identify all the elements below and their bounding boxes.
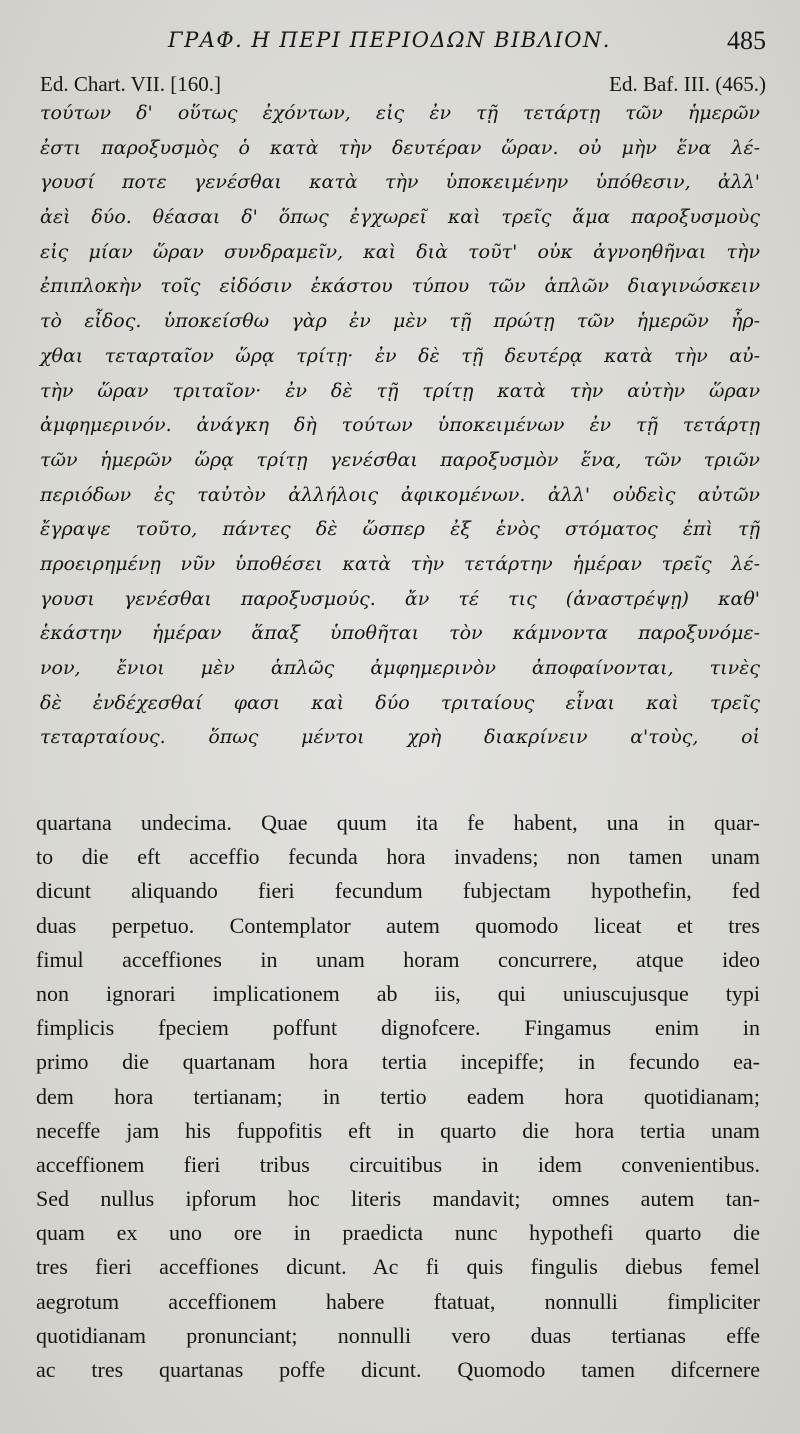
greek-line: τὸ εἶδος. ὑποκείσθω γὰρ ἐν μὲν τῇ πρώτῃ τῶν ἡμερῶν ἦρ- — [40, 310, 760, 333]
greek-line: τούτων δ' οὕτως ἐχόντων, εἰς ἐν τῇ τετάρτῃ τῶν ἡμερῶν — [40, 102, 760, 124]
latin-line: non ignorari implicationem ab iis, qui uniuscujusque typi — [36, 980, 760, 1006]
latin-line: acceffionem fieri tribus circuitibus in idem convenientibus. — [36, 1151, 760, 1177]
latin-line: fimul acceffiones in unam horam concurrere, atque ideo — [36, 946, 760, 972]
latin-line: primo die quartanam hora tertia incepiffe; in fecundo ea- — [36, 1049, 760, 1075]
page-number: 485 — [727, 26, 766, 55]
running-head — [0, 28, 800, 64]
greek-line: τῶν ἡμερῶν ὥρᾳ τρίτῃ γενέσθαι παροξυσμὸν ἕνα, τῶν τριῶν — [40, 448, 760, 471]
greek-line: προειρημένῃ νῦν ὑποθέσει κατὰ τὴν τετάρτην ἡμέραν τρεῖς λέ- — [40, 552, 760, 575]
latin-line: tres fieri acceffiones dicunt. Ac fi quis fingulis diebus femel — [36, 1254, 760, 1280]
latin-line: ac tres quartanas poffe dicunt. Quomodo tamen difcernere — [36, 1357, 760, 1382]
latin-text-block — [36, 806, 760, 1387]
greek-line: εἰς μίαν ὥραν συνδραμεῖν, καὶ διὰ τοῦτ' οὐκ ἀγνοηθῆναι τὴν — [40, 240, 760, 263]
greek-line: ἐστι παροξυσμὸς ὁ κατὰ τὴν δευτέραν ὥραν. οὐ μὴν ἕνα λέ- — [40, 136, 760, 159]
latin-line: dicunt aliquando fieri fecundum fubjectam hypothefin, fed — [36, 878, 760, 904]
greek-line: ἐπιπλοκὴν τοῖς εἰδόσιν ἑκάστου τύπου τῶν ἁπλῶν διαγινώσκειν — [40, 275, 760, 298]
edition-reference-basel: Ed. Baf. III. (465.) — [609, 72, 766, 96]
latin-line: aegrotum acceffionem habere ftatuat, nonnulli fimpliciter — [36, 1288, 760, 1314]
latin-line: fimplicis fpeciem poffunt dignofcere. Fingamus enim in — [36, 1015, 760, 1041]
greek-line: τεταρταίους. ὅπως μέντοι χρὴ διακρίνειν α'τοὺς, οἱ — [40, 726, 760, 749]
greek-line: χθαι τεταρταῖον ὥρᾳ τρίτῃ· ἐν δὲ τῇ δευτέρᾳ κατὰ τὴν αὐ- — [40, 344, 760, 367]
greek-line: γουσί ποτε γενέσθαι κατὰ τὴν ὑποκειμένην ὑπόθεσιν, ἀλλ' — [40, 171, 760, 194]
greek-line: ἀεὶ δύο. θέασαι δ' ὅπως ἐγχωρεῖ καὶ τρεῖς ἅμα παροξυσμοὺς — [40, 206, 760, 229]
greek-text-block — [40, 96, 760, 755]
greek-line: ἀμφημερινόν. ἀνάγκη δὴ τούτων ὑποκειμένων ἐν τῇ τετάρτῃ — [40, 414, 760, 437]
greek-line: γουσι γενέσθαι παροξυσμούς. ἄν τέ τις (ἀναστρέψῃ) καθ' — [40, 587, 760, 610]
greek-line: δὲ ἐνδέχεσθαί φασι καὶ δύο τριταίους εἶναι καὶ τρεῖς — [40, 691, 760, 714]
latin-line: quotidianam pronunciant; nonnulli vero duas tertianas effe — [36, 1322, 760, 1348]
latin-line: quam ex uno ore in praedicta nunc hypothefi quarto die — [36, 1220, 760, 1246]
greek-line: τὴν ὥραν τριταῖον· ἐν δὲ τῇ τρίτῃ κατὰ τὴν αὐτὴν ὥραν — [40, 379, 760, 402]
greek-line: ἑκάστην ἡμέραν ἅπαξ ὑποθῆται τὸν κάμνοντα παροξυνόμε- — [40, 622, 760, 645]
latin-line: neceffe jam his fuppofitis eft in quarto die hora tertia unam — [36, 1117, 760, 1143]
edition-reference-chartier: Ed. Chart. VII. [160.] — [40, 72, 221, 96]
latin-line: duas perpetuo. Contemplator autem quomodo liceat et tres — [36, 912, 760, 938]
greek-line: νον, ἔνιοι μὲν ἁπλῶς ἀμφημερινὸν ἀποφαίνονται, τινὲς — [40, 657, 760, 679]
greek-line: περιόδων ἐς ταὐτὸν ἀλλήλοις ἀφικομένων. ἀλλ' οὐδεὶς αὐτῶν — [40, 483, 760, 506]
latin-line: dem hora tertianam; in tertio eadem hora quotidianam; — [36, 1083, 760, 1109]
latin-line: Sed nullus ipforum hoc literis mandavit; omnes autem tan- — [36, 1186, 760, 1212]
page-title: ΓΡΑΦ. Η ΠΕΡΙ ΠΕΡΙΟΔΩΝ ΒΙΒΛΙΟΝ. — [168, 28, 611, 52]
latin-line: to die eft acceffio fecunda hora invadens; non tamen unam — [36, 844, 760, 870]
greek-line: ἔγραψε τοῦτο, πάντες δὲ ὥσπερ ἐξ ἑνὸς στόματος ἐπὶ τῇ — [40, 518, 760, 541]
latin-line: quartana undecima. Quae quum ita fe habent, una in quar- — [36, 810, 760, 835]
